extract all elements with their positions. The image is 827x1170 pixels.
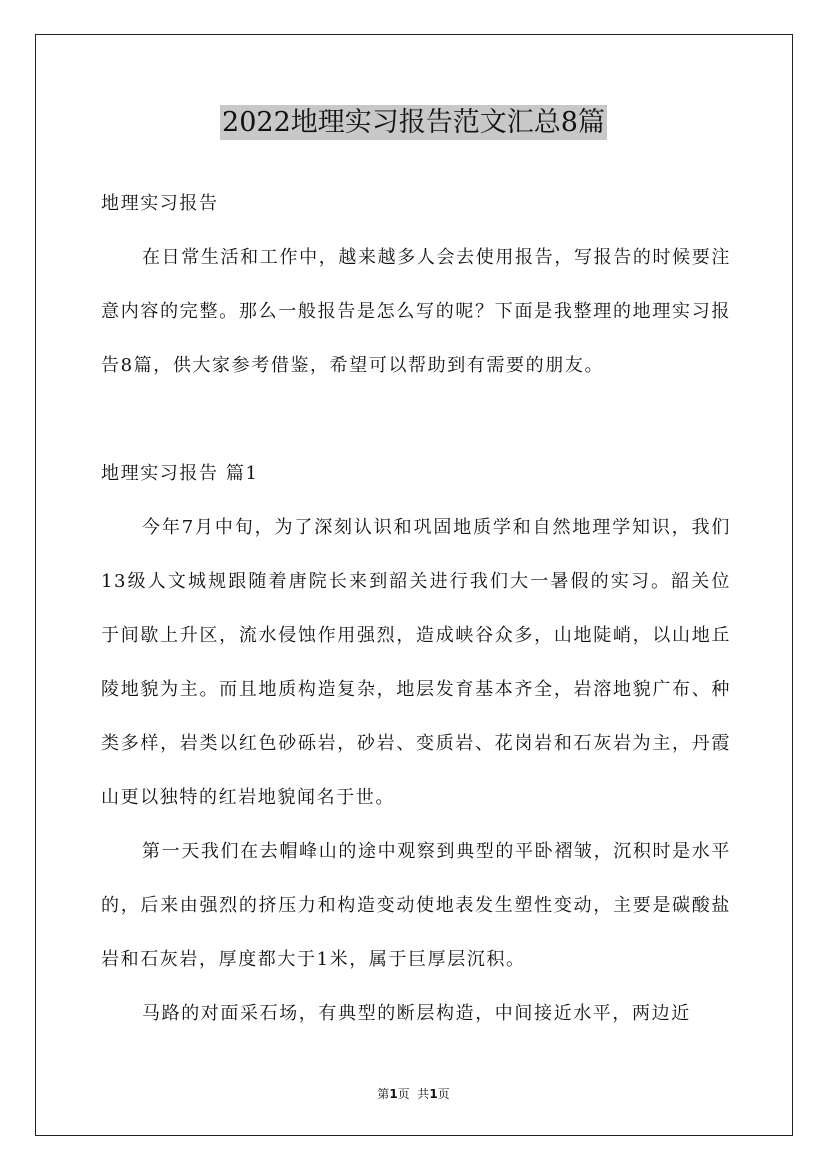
document-title: 2022地理实习报告范文汇总8篇 (222, 107, 605, 138)
footer-page-total: 1 (429, 1087, 438, 1101)
body-paragraph-1: 今年7月中旬，为了深刻认识和巩固地质学和自然地理学知识，我们13级人文城规跟随着唐院长来到韶关进行我们大一暑假的实习。韶关位于间歇上升区，流水侵蚀作用强烈，造成峡谷众多，山地陡峭，以山地丘陵地貌为主。而且地质构造复杂，地层发育基本齐全，岩溶地貌广布、种类多样，岩类以红色砂砾岩，砂岩、变质岩、花岗岩和石灰岩为主，丹霞山更以独特的红岩地貌闻名于世。 (101, 517, 731, 808)
spacer (101, 393, 731, 447)
footer-page-suffix: 页 (437, 1087, 450, 1101)
page-footer (0, 1085, 827, 1102)
intro-paragraph: 在日常生活和工作中，越来越多人会去使用报告，写报告的时候要注意内容的完整。那么一般报告是怎么写的呢？下面是我整理的地理实习报告8篇，供大家参考借鉴，希望可以帮助到有需要的朋友。 (101, 247, 731, 376)
document-title-container (0, 100, 827, 139)
intro-heading: 地理实习报告 (101, 193, 219, 214)
section-heading: 地理实习报告 篇1 (101, 463, 259, 484)
footer-page-prefix: 第 (377, 1087, 390, 1101)
body-paragraph-3: 马路的对面采石场，有典型的断层构造，中间接近水平，两边近 (142, 1003, 691, 1024)
document-body (101, 177, 731, 1041)
body-paragraph-2: 第一天我们在去帽峰山的途中观察到典型的平卧褶皱，沉积时是水平的，后来由强烈的挤压力和构造变动使地表发生塑性变动，主要是碳酸盐岩和石灰岩，厚度都大于1米，属于巨厚层沉积。 (101, 841, 731, 970)
footer-page-mid: 页 共 (397, 1087, 430, 1101)
footer-page-current: 1 (389, 1087, 398, 1101)
